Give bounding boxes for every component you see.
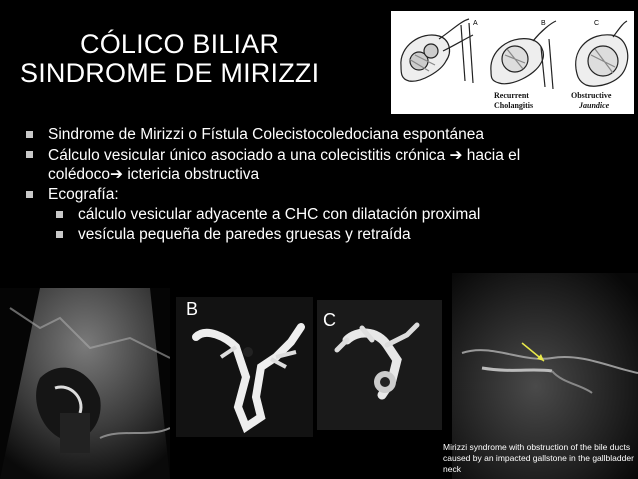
bullet-square-icon <box>26 191 33 198</box>
diagram-label-obstructive: Obstructive <box>571 91 612 100</box>
panel-label-c: C <box>323 310 336 330</box>
bullet-text: Sindrome de Mirizzi o Fístula Colecistocoledociana espontánea <box>48 126 484 143</box>
panel-label-b: B <box>186 299 199 319</box>
diagram-label-cholangitis: Cholangitis <box>494 101 534 110</box>
bullet-square-icon <box>56 231 63 238</box>
image-caption: Mirizzi syndrome with obstruction of the bile ducts caused by an impacted gallstone in the gallbladder neck <box>443 442 634 474</box>
title-line-1: CÓLICO BILIAR <box>80 29 280 59</box>
diagram-label-a: A <box>473 20 478 27</box>
bullet-square-icon <box>26 131 33 138</box>
bullet-item <box>22 126 632 144</box>
diagram-stage-a <box>401 19 473 83</box>
title-line-2: SINDROME DE MIRIZZI <box>20 58 320 88</box>
arrow-right-icon: ➔ <box>449 146 463 164</box>
bullet-item <box>22 186 632 204</box>
cholangiogram-c-image <box>317 300 442 430</box>
bullet-text: Ecografía: <box>48 186 119 203</box>
ultrasound-image <box>0 288 170 479</box>
bullet-list <box>22 126 632 246</box>
sub-bullet-item <box>22 226 632 244</box>
sub-bullet-item <box>22 206 632 224</box>
diagram-stage-b <box>491 21 556 89</box>
bullet-text: hacia el <box>462 147 521 164</box>
bullet-square-icon <box>26 151 33 158</box>
diagram-stage-c <box>576 21 628 86</box>
diagram-label-jaundice: Jaundice <box>579 101 610 110</box>
bullet-text: ictericia obstructiva <box>123 166 260 183</box>
bullet-text: Cálculo vesicular único asociado a una colecistitis crónica <box>48 147 450 164</box>
diagram-label-b: B <box>541 20 546 27</box>
sub-bullet-text: cálculo vesicular adyacente a CHC con dilatación proximal <box>78 206 481 223</box>
bullet-item <box>22 146 632 184</box>
arrow-right-icon: ➔ <box>110 165 124 183</box>
bullet-square-icon <box>56 211 63 218</box>
mirizzi-diagram <box>391 11 634 114</box>
diagram-label-c: C <box>594 20 600 27</box>
cholangiogram-b-image <box>176 297 313 437</box>
slide-title <box>20 30 380 88</box>
sub-bullet-text: vesícula pequeña de paredes gruesas y retraída <box>78 226 411 243</box>
diagram-label-recurrent: Recurrent <box>494 91 529 100</box>
bullet-text: colédoco <box>48 166 111 183</box>
